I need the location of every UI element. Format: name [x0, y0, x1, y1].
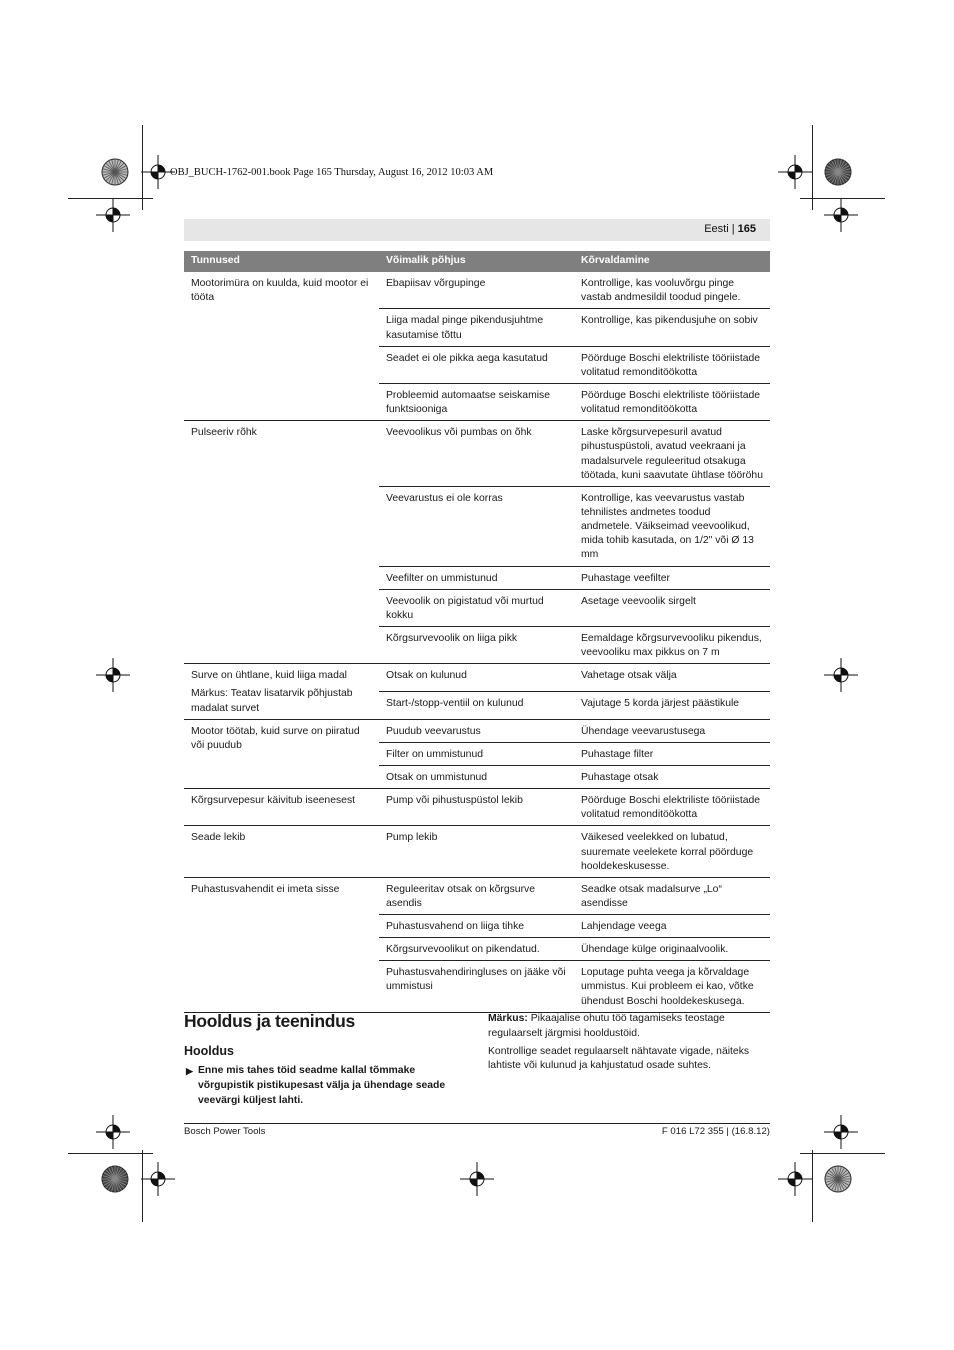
table-header-row: [184, 251, 770, 272]
cause-cell: Veevarustus ei ole korras: [379, 486, 574, 566]
cause-cell: Puhastusvahendiringluses on jääke või ummistusi: [379, 961, 574, 1012]
print-header: OBJ_BUCH-1762-001.book Page 165 Thursday, August 16, 2012 10:03 AM: [170, 167, 494, 178]
cause-cell: Start-/stopp-ventiil on kulunud: [379, 691, 574, 719]
cause-cell: Kõrgsurvevoolikut on pikendatud.: [379, 938, 574, 961]
symptom-text: Puhastusvahendit ei imeta sisse: [191, 883, 340, 895]
table-row: [184, 877, 770, 914]
registration-crosshair-icon: [141, 1162, 175, 1196]
header-cause: Võimalik põhjus: [379, 251, 574, 272]
cause-cell: Pump või pihustuspüstol lekib: [379, 789, 574, 826]
warning-text: Enne mis tahes töid seadme kallal tõmmake võrgupistik pistikupesast välja ja ühendage seade veevärgi küljest lahti.: [198, 1065, 446, 1106]
cause-cell: Kõrgsurvevoolik on liiga pikk: [379, 626, 574, 663]
crop-mark: [68, 1153, 153, 1154]
table-row: [184, 789, 770, 826]
registration-crosshair-icon: [460, 1162, 494, 1196]
registration-crosshair-icon: [96, 1115, 130, 1149]
registration-sunburst-icon: [100, 157, 130, 187]
symptom-text: Mootorimüra on kuulda, kuid mootor ei tööta: [191, 278, 369, 304]
cause-cell: Probleemid automaatse seiskamise funktsiooniga: [379, 383, 574, 420]
remedy-cell: Asetage veevoolik sirgelt: [574, 589, 770, 626]
registration-crosshair-icon: [824, 198, 858, 232]
remedy-cell: Pöörduge Boschi elektriliste tööriistade volitatud remonditöökotta: [574, 789, 770, 826]
remedy-cell: Vahetage otsak välja: [574, 664, 770, 692]
symptom-text: Surve on ühtlane, kuid liiga madal: [191, 670, 347, 682]
running-header: [184, 219, 770, 241]
table-body: [184, 272, 770, 1012]
symptom-cell: [184, 826, 379, 877]
symptom-text: Seade lekib: [191, 832, 246, 844]
remedy-cell: Puhastage otsak: [574, 765, 770, 788]
registration-crosshair-icon: [824, 658, 858, 692]
crop-mark: [812, 1150, 813, 1222]
remedy-cell: Eemaldage kõrgsurvevooliku pikendus, veevooliku max pikkus on 7 m: [574, 626, 770, 663]
remedy-cell: Laske kõrgsurvepesuril avatud pihustuspüstoli, avatud veekraani ja madalsurvele reguleeritud otsakuga töötada, kuni saavutate ühtlase tööröhu: [574, 421, 770, 487]
remedy-cell: Väikesed veelekked on lubatud, suuremate veelekete korral pöörduge hooldekeskusesse.: [574, 826, 770, 877]
remedy-cell: Puhastage filter: [574, 742, 770, 765]
note-text: Pikaajalise ohutu töö tagamiseks teostage regulaarselt järgmisi hooldustöid.: [488, 1013, 725, 1039]
remedy-cell: Loputage puhta veega ja kõrvaldage ummistus. Kui probleem ei kao, võtke ühendust Boschi hooldekeskusega.: [574, 961, 770, 1012]
footer-brand: Bosch Power Tools: [184, 1126, 266, 1137]
crop-mark: [800, 1153, 885, 1154]
symptom-cell: [184, 789, 379, 826]
cause-cell: Ebapiisav võrgupinge: [379, 272, 574, 309]
symptom-text: Mootor töötab, kuid surve on piiratud või puudub: [191, 725, 360, 751]
remedy-cell: Seadke otsak madalsurve „Lo“ asendisse: [574, 877, 770, 914]
cause-cell: Pump lekib: [379, 826, 574, 877]
language-label: Eesti: [704, 223, 729, 235]
symptom-cell: [184, 421, 379, 664]
remedy-cell: Ühendage veevarustusega: [574, 719, 770, 742]
remedy-cell: Kontrollige, kas pikendusjuhe on sobiv: [574, 309, 770, 346]
remedy-cell: Vajutage 5 korda järjest päästikule: [574, 691, 770, 719]
troubleshooting-table: [184, 251, 770, 1013]
cause-cell: Puhastusvahend on liiga tihke: [379, 915, 574, 938]
registration-sunburst-icon: [100, 1164, 130, 1194]
note-paragraph: [488, 1012, 770, 1042]
crop-mark: [800, 198, 885, 199]
cause-cell: Filter on ummistunud: [379, 742, 574, 765]
running-header-text: Eesti | 165: [704, 223, 756, 235]
cause-cell: Liiga madal pinge pikendusjuhtme kasutamise tõttu: [379, 309, 574, 346]
registration-crosshair-icon: [96, 198, 130, 232]
symptom-cell: [184, 877, 379, 1012]
remedy-cell: Puhastage veefilter: [574, 566, 770, 589]
table-row: [184, 719, 770, 742]
symptom-cell: [184, 664, 379, 719]
remedy-cell: Kontrollige, kas vooluvõrgu pinge vastab andmesildil toodud pingele.: [574, 272, 770, 309]
registration-crosshair-icon: [778, 155, 812, 189]
symptom-text: Kõrgsurvepesur käivitub iseenesest: [191, 795, 356, 807]
remedy-cell: Ühendage külge originaalvoolik.: [574, 938, 770, 961]
header-remedy: Kõrvaldamine: [574, 251, 770, 272]
registration-sunburst-icon: [823, 1164, 853, 1194]
table-row: [184, 664, 770, 692]
symptom-cell: [184, 272, 379, 421]
registration-sunburst-icon: [823, 157, 853, 187]
registration-crosshair-icon: [824, 1115, 858, 1149]
maintenance-notes: [488, 1012, 770, 1077]
cause-cell: Otsak on ummistunud: [379, 765, 574, 788]
table-row: [184, 272, 770, 309]
warning-marker-icon: ▶: [186, 1066, 193, 1076]
registration-crosshair-icon: [96, 658, 130, 692]
warning-block: [184, 1064, 454, 1108]
footer-doc-number: F 016 L72 355 | (16.8.12): [661, 1126, 770, 1137]
symptom-cell: [184, 719, 379, 788]
remedy-cell: Pöörduge Boschi elektriliste tööriistade volitatud remonditöökotta: [574, 346, 770, 383]
cause-cell: Reguleeritav otsak on kõrgsurve asendis: [379, 877, 574, 914]
table-row: [184, 421, 770, 487]
crop-mark: [142, 1150, 143, 1222]
footer-rule: [184, 1123, 770, 1124]
table-row: [184, 826, 770, 877]
cause-cell: Veefilter on ummistunud: [379, 566, 574, 589]
note-label: Märkus:: [488, 1013, 528, 1024]
remedy-cell: Pöörduge Boschi elektriliste tööriistade volitatud remonditöökotta: [574, 383, 770, 420]
subsection-title: Hooldus: [184, 1044, 234, 1058]
cause-cell: Otsak on kulunud: [379, 664, 574, 692]
header-symptom: Tunnused: [184, 251, 379, 272]
remedy-cell: Lahjendage veega: [574, 915, 770, 938]
cause-cell: Seadet ei ole pikka aega kasutatud: [379, 346, 574, 383]
symptom-text: Pulseeriv rõhk: [191, 427, 257, 439]
inspection-paragraph: Kontrollige seadet regulaarselt nähtavate vigade, näiteks lahtiste või kulunud ja kahjustatud osade suhtes.: [488, 1045, 750, 1072]
cause-cell: Veevoolikus või pumbas on õhk: [379, 421, 574, 487]
remedy-cell: Kontrollige, kas veevarustus vastab tehnilistes andmetes toodud andmetele. Väikseimad veevoolikud, mida tohib kasutada, on 1/2" või Ø 13 mm: [574, 486, 770, 566]
registration-crosshair-icon: [778, 1162, 812, 1196]
crop-mark: [68, 198, 153, 199]
symptom-note: Märkus: Teatav lisatarvik põhjustab madalat survet: [191, 688, 353, 714]
cause-cell: Veevoolik on pigistatud või murtud kokku: [379, 589, 574, 626]
section-title: Hooldus ja teenindus: [184, 1011, 355, 1031]
cause-cell: Puudub veevarustus: [379, 719, 574, 742]
page-number: 165: [737, 223, 756, 235]
